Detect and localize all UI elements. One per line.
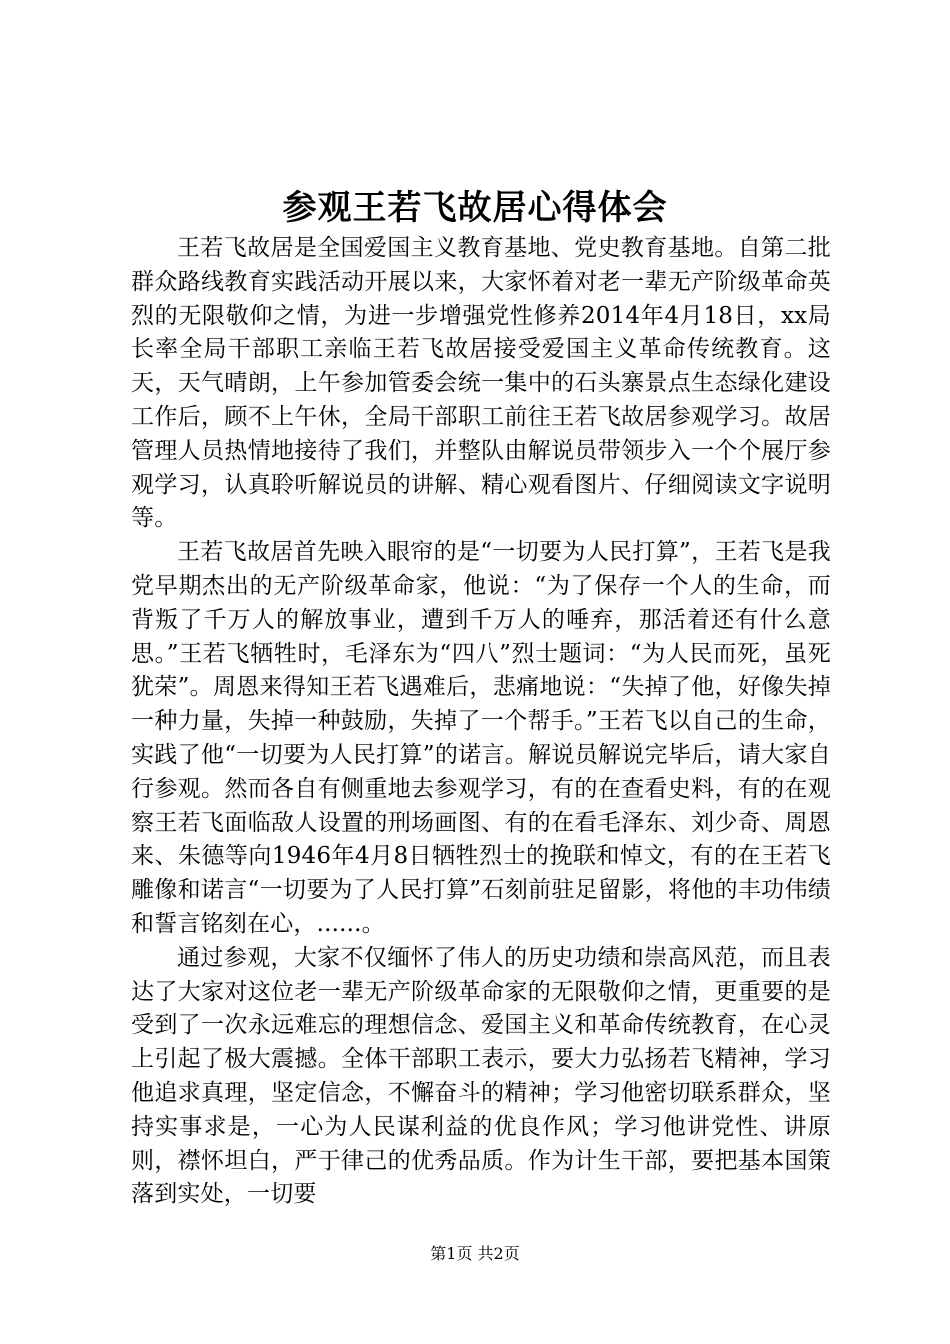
page-footer: 第1页 共2页 [430,1244,520,1263]
document-body [131,232,831,1212]
paragraph-1: 王若飞故居是全国爱国主义教育基地、党史教育基地。自第二批群众路线教育实践活动开展以来，大家怀着对老一辈无产阶级革命英烈的无限敬仰之情，为进一步增强党性修养2014年4月18日，xx局长率全局干部职工亲临王若飞故居接受爱国主义革命传统教育。这天，天气晴朗，上午参加管委会统一集中的石头寨景点生态绿化建设工作后，顾不上午休，全局干部职工前往王若飞故居参观学习。故居管理人员热情地接待了我们，并整队由解说员带领步入一个个展厅参观学习，认真聆听解说员的讲解、精心观看图片、仔细阅读文字说明等。 [131,235,831,532]
document-title: 参观王若飞故居心得体会 [282,188,668,228]
paragraph-2: 王若飞故居首先映入眼帘的是“一切要为人民打算”，王若飞是我党早期杰出的无产阶级革命家，他说：“为了保存一个人的生命，而背叛了千万人的解放事业，遭到千万人的唾弃，那活着还有什么意思。”王若飞牺牲时，毛泽东为“四八”烈士题词：“为人民而死，虽死犹荣”。周恩来得知王若飞遇难后，悲痛地说：“失掉了他，好像失掉一种力量，失掉一种鼓励，失掉了一个帮手。”王若飞以自己的生命，实践了他“一切要为人民打算”的诺言。解说员解说完毕后，请大家自行参观。然而各自有侧重地去参观学习，有的在查看史料，有的在观察王若飞面临敌人设置的刑场画图、有的在看毛泽东、刘少奇、周恩来、朱德等向1946年4月8日牺牲烈士的挽联和悼文，有的在王若飞雕像和诺言“一切要为了人民打算”石刻前驻足留影，将他的丰功伟绩和誓言铭刻在心，......。 [131,539,831,937]
paragraph-3: 通过参观，大家不仅缅怀了伟人的历史功绩和崇高风范，而且表达了大家对这位老一辈无产阶级革命家的无限敬仰之情，更重要的是受到了一次永远难忘的理想信念、爱国主义和革命传统教育，在心灵上引起了极大震撼。全体干部职工表示，要大力弘扬若飞精神，学习他追求真理，坚定信念，不懈奋斗的精神；学习他密切联系群众，坚持实事求是，一心为人民谋利益的优良作风；学习他讲党性、讲原则，襟怀坦白，严于律己的优秀品质。作为计生干部，要把基本国策落到实处，一切要 [131,944,831,1208]
